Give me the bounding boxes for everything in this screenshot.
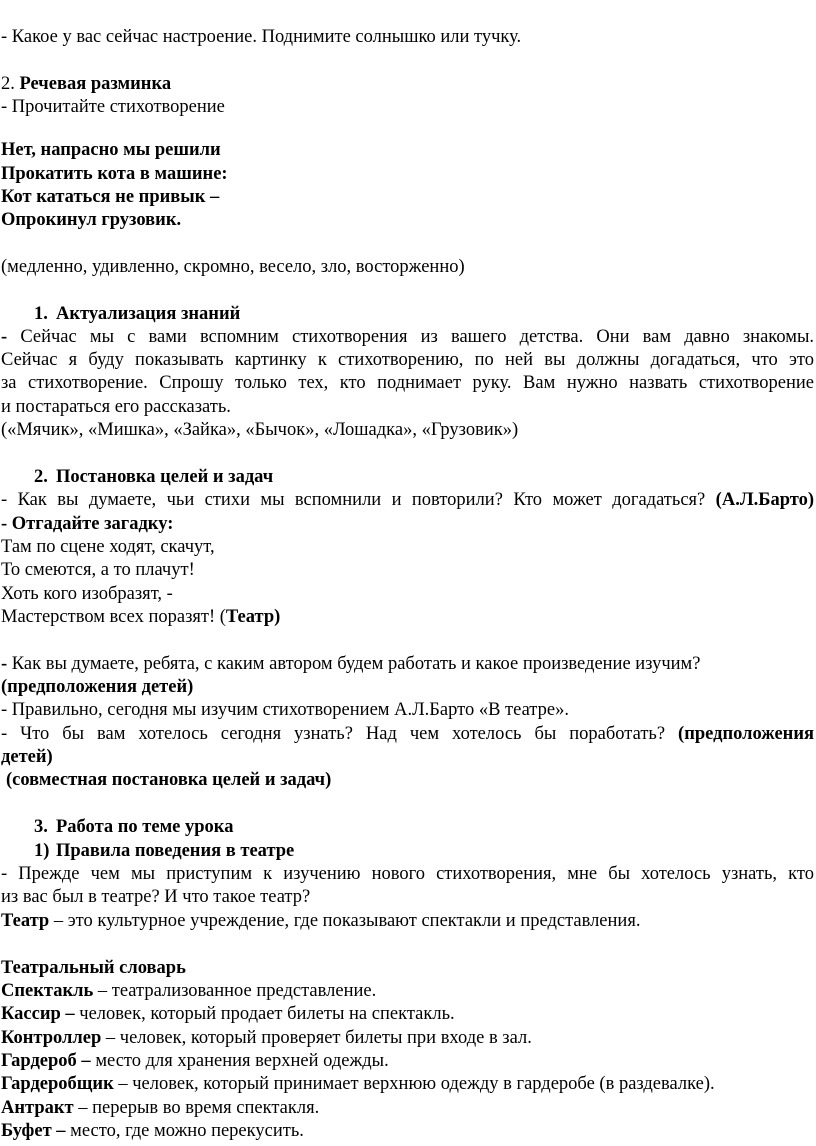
- speech-warmup-instruction: - Прочитайте стихотворение: [1, 97, 225, 117]
- paragraph-line: Сейчас я буду показывать картинку к стихотворению, по ней вы должны догадаться, что это: [1, 350, 814, 370]
- document-page: - Какое у вас сейчас настроение. Поднимите солнышко или тучку. 2. Речевая разминка - Прочитайте стихотворение Нет, напрасно мы решили Прокатить кота в машине: Кот кататься не привык – Опрокинул грузовик. (медленно, удивленно, скромно, весело, зло, восторженно) 1. Актуализация знаний - Сейчас мы с вами вспомним стихотворения из вашего детства. Они вам давно знакомы. Сейчас я буду показывать картинку к стихотворению, по ней вы должны догадаться, что это за стихотворение. Спрошу только тех, кто поднимает руку. Вам нужно назвать стихотворение и постараться его рассказать. («Мячик», «Мишка», «Зайка», «Бычок», «Лошадка», «Грузовик») 2. Постановка целей и задач - Как вы думаете, чьи стихи мы вспомнили и повторили? Кто может догадаться? (А.Л.Барто) - Отгадайте загадку: Там по сцене ходят, скачут, То смеются, а то плачут! Хоть кого изобразят, - Мастерством всех поразят! (Театр) - Как вы думаете, ребята, с каким автором будем работать и какое произведение изучим? (предположения детей) - Правильно, сегодня мы изучим стихотворением А.Л.Барто «В театре». - Что бы вам хотелось сегодня узнать? Над чем хотелось бы поработать? (предположения детей) (совместная постановка целей и задач) 3. Работа по теме урока 1) Правила поведения в театре - Прежде чем мы приступим к изучению нового стихотворения, мне бы хотелось узнать, кто из вас был в театре? И что такое театр? Театр – это культурное учреждение, где показывают спектакли и представления. Театральный словарь Спектакль – театрализованное представление. Кассир – человек, который продает билеты на спектакль. Контроллер – человек, который проверяет билеты при входе в зал. Гардероб – место для хранения верхней одежды. Гардеробщик – человек, который принимает верхнюю одежду в гардеробе (в раздевалке). Антракт – перерыв во время спектакля. Буфет – место, где можно перекусить.: [0, 0, 816, 1146]
- mood-question: - Какое у вас сейчас настроение. Поднимите солнышко или тучку.: [1, 27, 522, 47]
- theatre-question: - Прежде чем мы приступим к изучению нового стихотворения, мне бы хотелось узнать, кто: [1, 864, 814, 884]
- goal-question: - Что бы вам хотелось сегодня узнать? Над чем хотелось бы поработать? (предположения: [1, 724, 815, 744]
- theatre-definition: Театр – это культурное учреждение, где показывают спектакли и представления.: [1, 911, 641, 931]
- goal-question-cont: детей): [1, 747, 53, 767]
- paragraph-line: за стихотворение. Спрошу только тех, кто поднимает руку. Вам нужно назвать стихотворение: [1, 373, 814, 393]
- reading-moods: (медленно, удивленно, скромно, весело, зло, восторженно): [1, 257, 465, 277]
- dictionary-entry: Спектакль – театрализованное представление.: [1, 981, 377, 1001]
- riddle-line: Мастерством всех поразят! (Театр): [1, 607, 281, 627]
- dictionary-entry: Гардероб – место для хранения верхней одежды.: [1, 1051, 389, 1071]
- paragraph-line: - Сейчас мы с вами вспомним стихотворения из вашего детства. Они вам давно знакомы.: [1, 327, 814, 347]
- joint-goal-setting: (совместная постановка целей и задач): [6, 770, 332, 790]
- poems-list: («Мячик», «Мишка», «Зайка», «Бычок», «Лошадка», «Грузовик»): [1, 420, 519, 440]
- riddle-line: Хоть кого изобразят, -: [1, 584, 173, 604]
- theatre-question-cont: из вас был в театре? И что такое театр?: [1, 887, 311, 907]
- dictionary-entry: Гардеробщик – человек, который принимает верхнюю одежду в гардеробе (в раздевалке).: [1, 1074, 715, 1094]
- poem-line: Кот кататься не привык –: [1, 187, 220, 207]
- poem-line: Нет, напрасно мы решили: [1, 140, 221, 160]
- poem-line: Прокатить кота в машине:: [1, 164, 228, 184]
- riddle-line: Там по сцене ходят, скачут,: [1, 537, 215, 557]
- lesson-topic: - Правильно, сегодня мы изучим стихотворением А.Л.Барто «В театре».: [1, 700, 569, 720]
- author-work-question: - Как вы думаете, ребята, с каким автором будем работать и какое произведение изучим?: [1, 654, 701, 674]
- riddle-line: То смеются, а то плачут!: [1, 560, 195, 580]
- paragraph-line: и постараться его рассказать.: [1, 397, 231, 417]
- author-question: - Как вы думаете, чьи стихи мы вспомнили и повторили? Кто может догадаться? (А.Л.Барто): [1, 490, 815, 510]
- dictionary-title: Театральный словарь: [1, 958, 186, 978]
- speech-warmup-heading: 2. Речевая разминка: [1, 74, 172, 94]
- dictionary-entry: Антракт – перерыв во время спектакля.: [1, 1098, 320, 1118]
- dictionary-entry: Контроллер – человек, который проверяет билеты при входе в зал.: [1, 1028, 532, 1048]
- dictionary-entry: Буфет – место, где можно перекусить.: [1, 1121, 304, 1141]
- children-assumptions: (предположения детей): [1, 677, 194, 697]
- dictionary-entry: Кассир – человек, который продает билеты на спектакль.: [1, 1004, 455, 1024]
- riddle-prompt: - Отгадайте загадку:: [1, 514, 174, 534]
- poem-line: Опрокинул грузовик.: [1, 210, 182, 230]
